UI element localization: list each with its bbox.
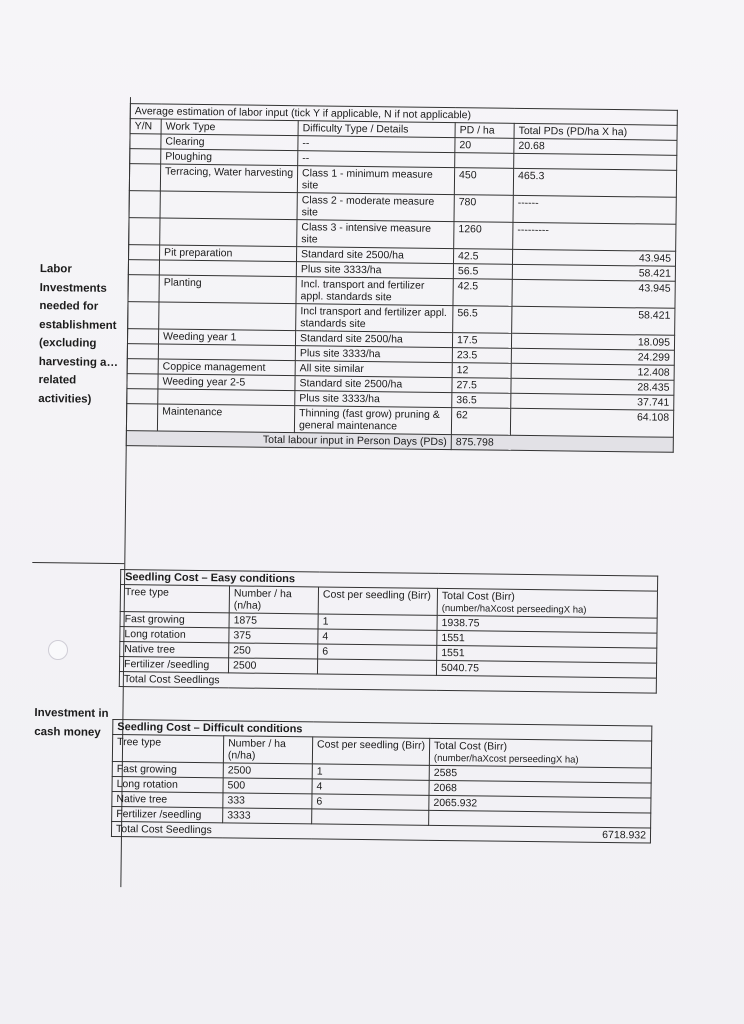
col-work-type: Work Type [161,119,298,136]
total-pd-cell: 43.945 [512,279,675,308]
detail-cell: Incl. transport and fertilizer appl. standards site [296,277,453,306]
work-type-cell: Planting [159,275,296,304]
detail-cell: Plus site 3333/ha [295,346,452,363]
total-pd-cell: 465.3 [513,168,676,197]
detail-cell: Plus site 3333/ha [295,391,452,408]
total-pd-cell: 37.741 [511,393,674,410]
work-type-cell [160,191,297,220]
easy-col-total-note: (number/haXcost perseedingX ha) [441,602,587,616]
detail-cell: Standard site 2500/ha [296,247,453,264]
tree-type-cell: Native tree [120,642,229,658]
detail-cell: Standard site 2500/ha [295,331,452,348]
yn-cell [128,302,159,329]
yn-cell [128,260,159,275]
total-pd-cell: 28.435 [511,378,674,395]
cost-cell: 4 [318,629,437,645]
labor-total-label: Total labour input in Person Days (PDs) [126,431,451,450]
detail-cell: Class 2 - moderate measure site [297,193,454,222]
number-cell: 250 [229,643,318,659]
number-cell: 500 [223,778,312,794]
work-type-cell [159,260,296,277]
col-difficulty: Difficulty Type / Details [298,121,455,138]
pd-cell: 36.5 [452,393,511,409]
tree-type-cell: Long rotation [112,776,223,792]
total-cost-cell: 2068 [429,780,651,798]
number-cell: 375 [229,628,318,644]
detail-cell: Thinning (fast grow) pruning & general maintenance [294,406,451,435]
total-pd-cell: 20.68 [514,138,677,155]
number-cell: 1875 [229,613,318,629]
detail-cell: -- [298,136,455,153]
yn-cell [127,344,158,359]
cost-cell: 6 [312,794,429,810]
cash-side-label: Investment in cash money [34,707,109,739]
yn-cell [129,164,160,191]
work-type-cell: Terracing, Water harvesting [160,164,297,193]
work-type-cell [160,218,297,247]
work-type-cell [158,344,295,361]
easy-col-total-label: Total Cost (Birr) [441,589,515,603]
tree-type-cell: Fertilizer /seedling [119,657,228,673]
yn-cell [127,329,158,344]
number-cell: 3333 [223,808,312,824]
pd-cell: 17.5 [452,333,511,349]
yn-cell [130,149,161,164]
col-pd-ha: PD / ha [455,123,514,139]
total-pd-cell: --------- [513,222,676,251]
difficult-table-title: Seedling Cost – Difficult conditions [113,719,652,741]
pd-cell: 23.5 [452,348,511,364]
tree-type-cell: Fertilizer /seedling [112,806,223,822]
col-total-pds: Total PDs (PD/ha X ha) [514,123,677,140]
total-cost-cell: 5040.75 [436,660,656,678]
labor-table-caption: Average estimation of labor input (tick Y if applicable, N if not applicable) [130,104,677,126]
pd-cell [455,153,514,169]
yn-cell [127,389,158,404]
pd-cell: 56.5 [453,264,512,280]
easy-total-label: Total Cost Seedlings [123,673,220,687]
pd-cell: 1260 [454,222,513,250]
cost-cell: 1 [318,614,437,630]
labor-side-label: Labor Investments needed for establishment (excluding harvesting a… related activities) [38,263,119,406]
easy-col-number: Number / ha (n/ha) [229,586,318,614]
total-cost-cell: 2065.932 [429,795,651,813]
work-type-cell: Pit preparation [160,245,297,262]
diff-col-total-note: (number/haXcost perseedingX ha) [433,752,579,766]
diff-col-cost: Cost per seedling (Birr) [312,737,429,765]
total-pd-cell: 12.408 [511,363,674,380]
yn-cell [129,245,160,260]
number-cell: 2500 [228,658,317,674]
total-pd-cell: 18.095 [511,333,674,350]
pd-cell: 450 [454,168,513,196]
pd-cell: 56.5 [453,306,512,334]
detail-cell: Incl transport and fertilizer appl. standards site [296,304,453,333]
work-type-cell: Ploughing [161,149,298,166]
tree-type-cell: Fast growing [112,761,223,777]
form-frame [28,96,672,894]
tree-type-cell: Long rotation [120,627,229,643]
yn-cell [127,374,158,389]
easy-col-cost: Cost per seedling (Birr) [318,587,437,615]
cost-cell [317,659,436,675]
tree-type-cell: Native tree [112,791,223,807]
total-pd-cell: ------ [513,195,676,224]
total-cost-cell: 2585 [429,765,651,783]
col-yn: Y/N [130,119,161,134]
yn-cell [129,191,160,218]
number-cell: 333 [223,793,312,809]
easy-col-total [437,588,657,618]
detail-cell: Class 3 - intensive measure site [297,220,454,249]
total-pd-cell: 64.108 [510,408,673,437]
work-type-cell: Coppice management [158,359,295,376]
total-cost-cell: 1551 [437,645,657,663]
total-cost-cell: 1551 [437,630,657,648]
yn-cell [126,404,157,431]
yn-cell [127,359,158,374]
pd-cell: 20 [455,138,514,154]
diff-total-label: Total Cost Seedlings [115,823,212,837]
cost-cell: 4 [312,779,429,795]
cost-cell: 1 [312,764,429,780]
detail-cell: Class 1 - minimum measure site [297,166,454,195]
work-type-cell: Maintenance [157,404,294,433]
easy-seedling-table [119,569,658,694]
easy-col-tree-type: Tree type [120,585,229,613]
diff-col-tree-type: Tree type [112,734,223,762]
yn-cell [129,218,160,245]
detail-cell: -- [298,151,455,168]
diff-col-total-label: Total Cost (Birr) [434,739,508,753]
pd-cell: 62 [451,408,510,436]
cost-cell: 6 [318,644,437,660]
diff-col-number: Number / ha (n/ha) [223,736,312,764]
detail-cell: All site similar [295,361,452,378]
total-pd-cell: 58.421 [512,306,675,335]
work-type-cell: Weeding year 2-5 [158,374,295,391]
pd-cell: 42.5 [453,279,512,307]
total-pd-cell: 24.299 [511,348,674,365]
total-pd-cell: 43.945 [512,249,675,266]
detail-cell: Standard site 2500/ha [295,376,452,393]
number-cell: 2500 [223,763,312,779]
work-type-cell [158,389,295,406]
work-type-cell: Weeding year 1 [158,329,295,346]
tree-type-cell: Fast growing [120,612,229,628]
pd-cell: 27.5 [452,378,511,394]
labor-table [126,103,678,453]
difficult-seedling-table [111,719,652,844]
section-divider [32,562,124,564]
labor-total-value: 875.798 [451,435,673,453]
yn-cell [130,134,161,149]
diff-col-total [429,738,651,768]
total-pd-cell: 58.421 [512,264,675,281]
easy-table-title: Seedling Cost – Easy conditions [121,570,658,592]
work-type-cell: Clearing [161,134,298,151]
detail-cell: Plus site 3333/ha [296,262,453,279]
pd-cell: 42.5 [453,249,512,265]
work-type-cell [159,302,296,331]
pd-cell: 780 [454,195,513,223]
cost-cell [312,809,429,825]
yn-cell [128,275,159,302]
total-cost-cell: 1938.75 [437,615,657,633]
pd-cell: 12 [452,363,511,379]
diff-total-value: 6718.932 [602,828,647,842]
